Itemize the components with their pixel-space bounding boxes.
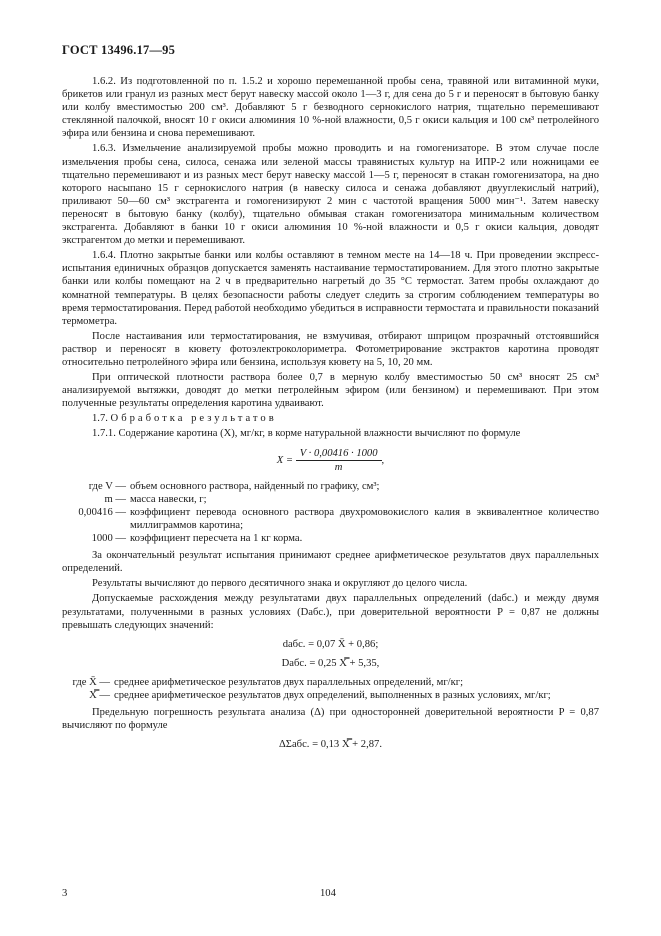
paragraph-tolerances: Допускаемые расхождения между результатами двух параллельных определений (dабс.) и между двумя результатами, полученными в разных условиях (Dабс.), при доверительной вероятности P = 0,87 не должны превышать следующих значений: xyxy=(62,593,599,631)
equation-D: Dабс. = 0,25 X̿ + 5,35, xyxy=(281,657,380,669)
definition-text: объем основного раствора, найденный по графику, см³; xyxy=(130,480,380,492)
definition-row xyxy=(62,532,599,545)
definition-text: масса навески, г; xyxy=(130,493,207,505)
paragraph-1-6-2: 1.6.2. Из подготовленной по п. 1.5.2 и хорошо перемешанной пробы сена, травяной или витаминной муки, брикетов или гранул из разных мест берут навеску массой около 1—3 г, для сена до 5 г и переносят в бытовую банку или колбу вместимостью 200 см³. Добавляют 5 г безводного сернокислого натрия, тщательно перемешивают стеклянной палочкой, вносят 10 г окиси алюминия 10 %-ной влажности, 0,5 г окиси кальция и 100 см³ петролейного эфира или бензина и снова перемешивают. xyxy=(62,76,599,140)
where-symbol: где X̄ — xyxy=(72,676,110,688)
page-number: 104 xyxy=(320,888,336,899)
definition-symbol: m — xyxy=(104,493,126,505)
definition-text: коэффициент пересчета на 1 кг корма. xyxy=(130,533,303,545)
definition-row xyxy=(62,506,599,532)
definition-row xyxy=(62,480,599,493)
definition-symbol: 0,00416 — xyxy=(78,506,126,518)
document-header: ГОСТ 13496.17—95 xyxy=(62,43,176,57)
formula-lhs: X = xyxy=(276,454,294,466)
equation-d: dабс. = 0,07 X̄ + 0,86; xyxy=(282,638,379,650)
paragraph-after-settling: После настаивания или термостатирования, не взмучивая, отбирают шприцом прозрачный отстоявшийся раствор и переносят в кювету фотоэлектроколориметра. Фотометрирование экстрактов каротина проводят относительно петролейного эфира или бензина, используя кювету на 5, 10, 20 мм. xyxy=(62,330,599,368)
where-symbol: X̿ — xyxy=(89,690,110,702)
formula-fraction xyxy=(296,447,382,474)
definition-symbol: 1000 — xyxy=(91,533,126,545)
formula-tail: , xyxy=(381,454,385,466)
paragraph-optical-density: При оптической плотности раствора более 0,7 в мерную колбу вместимостью 50 см³ вносят 25 см³ анализируемой вытяжки, доводят до метки петролейным эфиром (или бензином) и перемешивают. При этом полученные результаты определения каротина удваивают. xyxy=(62,372,599,410)
paragraph-error-limit: Предельную погрешность результата анализа (Δ) при односторонней доверительной вероятности P = 0,87 вычисляют по формуле xyxy=(62,707,599,732)
where-text: среднее арифметическое результатов двух параллельных определений, мг/кг; xyxy=(114,676,464,688)
where-row xyxy=(62,689,599,702)
definitions-list xyxy=(62,480,599,545)
paragraph-final-result: За окончательный результат испытания принимают среднее арифметическое результатов двух параллельных определений. xyxy=(62,550,599,575)
where-list xyxy=(62,676,599,702)
where-row xyxy=(62,676,599,689)
paragraph-rounding: Результаты вычисляют до первого десятичного знака и округляют до целого числа. xyxy=(92,578,468,590)
paragraph-1-6-3: 1.6.3. Измельчение анализируемой пробы можно проводить и на гомогенизаторе. В этом случае после измельчения пробы сена, силоса, сенажа или зеленой массы травянистых культур на ИПР-2 или ножницами ее тщательно перемешивают и из разных мест берут навеску массой 1—5 г, переносят в стакан гомогенизатора, на дно которого насыпано 15 г сернокислого натрия (в навеску силоса и сенажа добавляют двууглекислый натрий), приливают 50—60 см³ экстрагента и гомогенизируют 2 мин с частотой вращения 5000 мин⁻¹. Затем навеску переносят в бытовую банку (колбу), тщательно обмывая стакан гомогенизатора минимальным количеством экстрагента. Добавляют в банки 10 г окиси алюминия 10 %-ной влажности и 0,5 г окиси кальция, доводят экстрагентом до метки и перемешивают. xyxy=(62,143,599,247)
section-title: Обработка результатов xyxy=(110,413,277,425)
section-heading-1-7 xyxy=(62,412,599,425)
definition-text: коэффициент перевода основного раствора двухромовокислого калия в эквивалентное количество миллиграммов каротина; xyxy=(130,506,599,531)
section-number: 1.7. xyxy=(92,413,108,425)
paragraph-1-7-1: 1.7.1. Содержание каротина (X), мг/кг, в корме натуральной влажности вычисляют по формуле xyxy=(92,428,521,440)
document-body xyxy=(62,75,599,757)
where-text: среднее арифметическое результатов двух определений, выполненных в разных условиях, мг/кг; xyxy=(114,690,551,702)
formula-numerator: V · 0,00416 · 1000 xyxy=(296,447,382,461)
footer-left-number: 3 xyxy=(62,888,68,899)
equation-delta: ΔΣабс. = 0,13 X̿ + 2,87. xyxy=(279,739,382,751)
definition-symbol: где V — xyxy=(88,480,126,492)
formula-denominator: m xyxy=(334,461,343,473)
paragraph-1-6-4: 1.6.4. Плотно закрытые банки или колбы оставляют в темном месте на 14—18 ч. При проведении экспресс-испытания единичных образцов допускается заменять настаивание термостатированием. Для этого плотно закрытые банки или колбы помещают на 2 ч в предварительно нагретый до 35 °С термостат. Затем пробы охлаждают до комнатной температуры. В целях безопасности работы следует следить за строгим соблюдением температуры во время термостатирования. Перед работой необходимо убедиться в исправности термостата и правильности показаний термометра. xyxy=(62,250,599,327)
formula-main xyxy=(62,447,599,474)
definition-row xyxy=(62,493,599,506)
